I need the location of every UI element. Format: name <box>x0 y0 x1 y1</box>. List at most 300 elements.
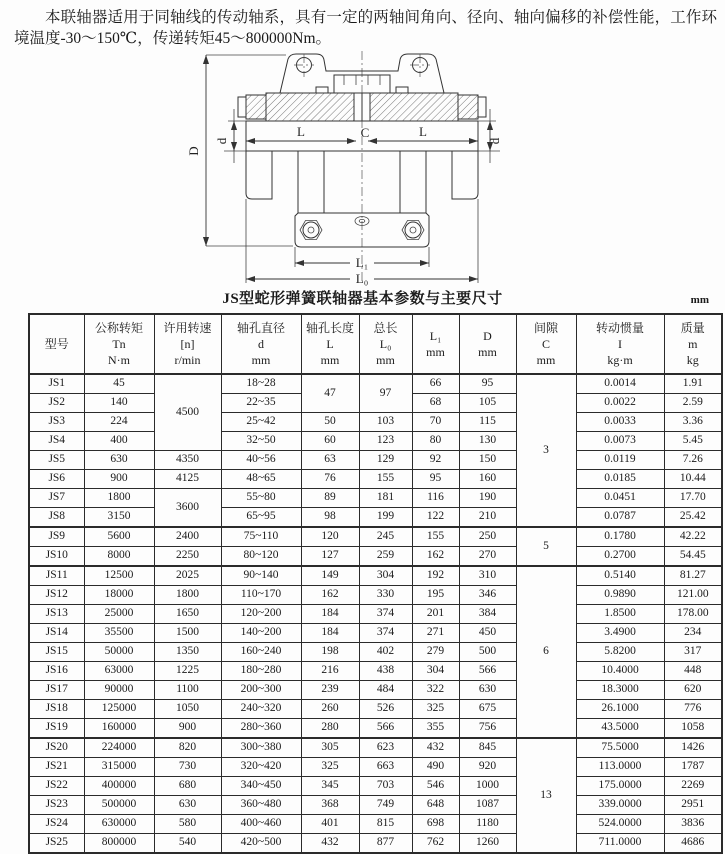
dim-label-L-left: L <box>296 123 305 139</box>
table-row <box>29 719 722 739</box>
model-cell: JS20 <box>29 738 84 758</box>
table-cell: 374 <box>359 624 412 643</box>
table-cell: 155 <box>412 527 459 547</box>
table-cell: 260 <box>301 700 359 719</box>
table-cell: 420~500 <box>221 834 301 854</box>
table-cell: 0.0119 <box>576 451 664 470</box>
table-cell: 89 <box>301 489 359 508</box>
model-cell: JS17 <box>29 681 84 700</box>
table-cell: 192 <box>412 566 459 586</box>
table-row <box>29 413 722 432</box>
table-cell: 55~80 <box>221 489 301 508</box>
table-cell: 280 <box>301 719 359 739</box>
column-header-l1: L₁ mm <box>412 314 459 374</box>
table-cell: 259 <box>359 547 412 567</box>
table-cell: 123 <box>359 432 412 451</box>
table-row <box>29 508 722 528</box>
table-row <box>29 777 722 796</box>
table-cell: 5 <box>516 527 576 566</box>
table-cell: 630 <box>459 681 516 700</box>
table-cell: 45 <box>84 374 154 394</box>
table-cell: 566 <box>459 662 516 681</box>
table-cell: 224000 <box>84 738 154 758</box>
model-cell: JS10 <box>29 547 84 567</box>
table-cell: 0.0073 <box>576 432 664 451</box>
table-cell: 400000 <box>84 777 154 796</box>
table-cell: 1000 <box>459 777 516 796</box>
table-cell: 432 <box>301 834 359 854</box>
table-row <box>29 834 722 854</box>
table-cell: 1100 <box>154 681 221 700</box>
table-title: JS型蛇形弹簧联轴器基本参数与主要尺寸 <box>222 291 503 307</box>
table-cell: 566 <box>359 719 412 739</box>
table-cell: 35500 <box>84 624 154 643</box>
table-cell: 1650 <box>154 605 221 624</box>
table-cell: 0.0014 <box>576 374 664 394</box>
table-cell: 845 <box>459 738 516 758</box>
table-row <box>29 662 722 681</box>
model-cell: JS18 <box>29 700 84 719</box>
table-cell: 680 <box>154 777 221 796</box>
table-cell: 340~450 <box>221 777 301 796</box>
table-cell: 546 <box>412 777 459 796</box>
model-cell: JS21 <box>29 758 84 777</box>
table-cell: 50000 <box>84 643 154 662</box>
table-cell: 4350 <box>154 451 221 470</box>
table-cell: 500000 <box>84 796 154 815</box>
table-row <box>29 451 722 470</box>
table-cell: 432 <box>412 738 459 758</box>
table-cell: 180~280 <box>221 662 301 681</box>
table-cell: 80~120 <box>221 547 301 567</box>
table-cell: 32~50 <box>221 432 301 451</box>
table-cell: 401 <box>301 815 359 834</box>
table-cell: 4686 <box>664 834 722 854</box>
table-cell: 711.0000 <box>576 834 664 854</box>
table-cell: 75~110 <box>221 527 301 547</box>
table-cell: 360~480 <box>221 796 301 815</box>
flange-left <box>246 95 266 119</box>
table-header <box>29 314 722 374</box>
table-cell: 116 <box>412 489 459 508</box>
table-cell: 630000 <box>84 815 154 834</box>
table-cell: 484 <box>359 681 412 700</box>
table-cell: 1350 <box>154 643 221 662</box>
table-cell: 22~35 <box>221 394 301 413</box>
table-cell: 5600 <box>84 527 154 547</box>
table-row <box>29 605 722 624</box>
table-cell: 160000 <box>84 719 154 739</box>
housing-right <box>370 93 458 121</box>
dim-label-C: C <box>360 124 369 140</box>
table-cell: 12500 <box>84 566 154 586</box>
model-cell: JS25 <box>29 834 84 854</box>
table-cell: 68 <box>412 394 459 413</box>
table-cell: 120~200 <box>221 605 301 624</box>
table-cell: 120 <box>301 527 359 547</box>
model-cell: JS22 <box>29 777 84 796</box>
dim-label-D: D <box>185 145 201 156</box>
table-cell: 25.42 <box>664 508 722 528</box>
table-cell: 400~460 <box>221 815 301 834</box>
table-cell: 103 <box>359 413 412 432</box>
table-cell: 346 <box>459 586 516 605</box>
table-cell: 42.22 <box>664 527 722 547</box>
table-row <box>29 527 722 547</box>
table-cell: 270 <box>459 547 516 567</box>
table-cell: 500 <box>459 643 516 662</box>
table-cell: 776 <box>664 700 722 719</box>
table-cell: 3.36 <box>664 413 722 432</box>
table-cell: 175.0000 <box>576 777 664 796</box>
model-cell: JS13 <box>29 605 84 624</box>
table-cell: 122 <box>412 508 459 528</box>
table-row <box>29 700 722 719</box>
table-cell: 26.1000 <box>576 700 664 719</box>
column-header-nominal-torque: 公称转矩 Tn N·m <box>84 314 154 374</box>
column-header-allowable-speed: 许用转速 [n] r/min <box>154 314 221 374</box>
table-cell: 374 <box>359 605 412 624</box>
table-cell: 2400 <box>154 527 221 547</box>
table-cell: 1.8500 <box>576 605 664 624</box>
table-cell: 95 <box>459 374 516 394</box>
table-cell: 140~200 <box>221 624 301 643</box>
table-cell: 70 <box>412 413 459 432</box>
table-cell: 50 <box>301 413 359 432</box>
table-cell: 3600 <box>154 489 221 528</box>
table-cell: 4500 <box>154 374 221 451</box>
table-row <box>29 547 722 567</box>
table-cell: 310 <box>459 566 516 586</box>
table-cell: 1180 <box>459 815 516 834</box>
table-cell: 1426 <box>664 738 722 758</box>
table-cell: 10.44 <box>664 470 722 489</box>
flange-right <box>458 95 478 119</box>
dim-label-d-right: d <box>486 137 502 144</box>
table-cell: 81.27 <box>664 566 722 586</box>
table-cell: 900 <box>84 470 154 489</box>
table-cell: 749 <box>359 796 412 815</box>
bolt-right <box>405 222 421 238</box>
model-cell: JS5 <box>29 451 84 470</box>
table-cell: 1087 <box>459 796 516 815</box>
table-cell: 620 <box>664 681 722 700</box>
table-cell: 2.59 <box>664 394 722 413</box>
table-cell: 17.70 <box>664 489 722 508</box>
table-cell: 730 <box>154 758 221 777</box>
table-cell: 18.3000 <box>576 681 664 700</box>
table-cell: 315000 <box>84 758 154 777</box>
table-cell: 279 <box>412 643 459 662</box>
table-cell: 97 <box>359 374 412 413</box>
intro-paragraph: 本联轴器适用于同轴线的传动轴系，具有一定的两轴间角向、径向、轴向偏移的补偿性能，工作环境温度-30～150℃，传递转矩45～800000Nm。 <box>14 9 717 47</box>
table-cell: 43.5000 <box>576 719 664 739</box>
table-cell: 184 <box>301 605 359 624</box>
table-cell: 98 <box>301 508 359 528</box>
table-cell: 76 <box>301 470 359 489</box>
table-cell: 125000 <box>84 700 154 719</box>
coupling-diagram <box>168 51 558 286</box>
table-cell: 322 <box>412 681 459 700</box>
table-cell: 3.4900 <box>576 624 664 643</box>
table-cell: 190 <box>459 489 516 508</box>
table-cell: 140 <box>84 394 154 413</box>
table-cell: 1800 <box>154 586 221 605</box>
table-cell: 540 <box>154 834 221 854</box>
table-cell: 10.4000 <box>576 662 664 681</box>
table-cell: 224 <box>84 413 154 432</box>
table-cell: 195 <box>412 586 459 605</box>
table-cell: 0.5140 <box>576 566 664 586</box>
table-cell: 355 <box>412 719 459 739</box>
model-cell: JS7 <box>29 489 84 508</box>
table-cell: 95 <box>412 470 459 489</box>
table-cell: 648 <box>412 796 459 815</box>
table-cell: 121.00 <box>664 586 722 605</box>
table-cell: 762 <box>412 834 459 854</box>
model-cell: JS15 <box>29 643 84 662</box>
table-cell: 3836 <box>664 815 722 834</box>
table-cell: 0.0033 <box>576 413 664 432</box>
table-cell: 580 <box>154 815 221 834</box>
table-cell: 160 <box>459 470 516 489</box>
table-cell: 1260 <box>459 834 516 854</box>
coupling-diagram-container <box>0 49 725 287</box>
column-header-inertia: 转动惯量 I kg·m <box>576 314 664 374</box>
table-cell: 325 <box>301 758 359 777</box>
table-cell: 239 <box>301 681 359 700</box>
table-cell: 0.0185 <box>576 470 664 489</box>
table-header-row <box>29 314 722 374</box>
table-cell: 448 <box>664 662 722 681</box>
table-cell: 160~240 <box>221 643 301 662</box>
table-cell: 8000 <box>84 547 154 567</box>
table-cell: 675 <box>459 700 516 719</box>
column-header-model: 型号 <box>29 314 84 374</box>
table-cell: 245 <box>359 527 412 547</box>
table-cell: 703 <box>359 777 412 796</box>
table-title-row <box>0 287 725 313</box>
table-cell: 1.91 <box>664 374 722 394</box>
table-cell: 2025 <box>154 566 221 586</box>
table-cell: 345 <box>301 777 359 796</box>
table-row <box>29 643 722 662</box>
table-cell: 325 <box>412 700 459 719</box>
table-cell: 181 <box>359 489 412 508</box>
table-cell: 623 <box>359 738 412 758</box>
table-cell: 304 <box>412 662 459 681</box>
table-cell: 184 <box>301 624 359 643</box>
table-cell: 2951 <box>664 796 722 815</box>
table-cell: 0.0022 <box>576 394 664 413</box>
table-cell: 304 <box>359 566 412 586</box>
table-cell: 90~140 <box>221 566 301 586</box>
table-row <box>29 489 722 508</box>
table-cell: 756 <box>459 719 516 739</box>
table-cell: 450 <box>459 624 516 643</box>
table-row <box>29 624 722 643</box>
table-cell: 127 <box>301 547 359 567</box>
table-cell: 130 <box>459 432 516 451</box>
table-cell: 113.0000 <box>576 758 664 777</box>
dim-label-L1: L₁ <box>355 254 368 270</box>
column-header-bore-length: 轴孔长度 L mm <box>301 314 359 374</box>
model-cell: JS16 <box>29 662 84 681</box>
table-cell: 162 <box>412 547 459 567</box>
table-cell: 0.2700 <box>576 547 664 567</box>
table-cell: 7.26 <box>664 451 722 470</box>
table-cell: 4125 <box>154 470 221 489</box>
table-body <box>29 374 722 853</box>
table-cell: 25~42 <box>221 413 301 432</box>
table-cell: 402 <box>359 643 412 662</box>
table-cell: 40~56 <box>221 451 301 470</box>
model-cell: JS19 <box>29 719 84 739</box>
table-cell: 129 <box>359 451 412 470</box>
table-cell: 2269 <box>664 777 722 796</box>
table-cell: 0.0451 <box>576 489 664 508</box>
table-cell: 250 <box>459 527 516 547</box>
table-cell: 200~300 <box>221 681 301 700</box>
table-cell: 18000 <box>84 586 154 605</box>
table-row <box>29 566 722 586</box>
table-cell: 630 <box>154 796 221 815</box>
table-cell: 1787 <box>664 758 722 777</box>
model-cell: JS4 <box>29 432 84 451</box>
table-cell: 339.0000 <box>576 796 664 815</box>
table-cell: 25000 <box>84 605 154 624</box>
table-cell: 3150 <box>84 508 154 528</box>
table-cell: 90000 <box>84 681 154 700</box>
table-cell: 320~420 <box>221 758 301 777</box>
table-cell: 820 <box>154 738 221 758</box>
table-row <box>29 374 722 394</box>
table-cell: 1500 <box>154 624 221 643</box>
model-cell: JS8 <box>29 508 84 528</box>
table-cell: 800000 <box>84 834 154 854</box>
table-cell: 400 <box>84 432 154 451</box>
table-cell: 317 <box>664 643 722 662</box>
table-row <box>29 738 722 758</box>
table-cell: 66 <box>412 374 459 394</box>
table-cell: 199 <box>359 508 412 528</box>
table-cell: 92 <box>412 451 459 470</box>
table-cell: 105 <box>459 394 516 413</box>
model-cell: JS3 <box>29 413 84 432</box>
unit-note: mm <box>690 294 709 306</box>
table-row <box>29 815 722 834</box>
table-row <box>29 586 722 605</box>
model-cell: JS9 <box>29 527 84 547</box>
table-cell: 201 <box>412 605 459 624</box>
table-cell: 490 <box>412 758 459 777</box>
table-cell: 63000 <box>84 662 154 681</box>
table-cell: 330 <box>359 586 412 605</box>
table-cell: 110~170 <box>221 586 301 605</box>
table-row <box>29 796 722 815</box>
table-cell: 210 <box>459 508 516 528</box>
table-cell: 305 <box>301 738 359 758</box>
model-cell: JS24 <box>29 815 84 834</box>
table-cell: 900 <box>154 719 221 739</box>
table-cell: 280~360 <box>221 719 301 739</box>
table-cell: 368 <box>301 796 359 815</box>
table-cell: 80 <box>412 432 459 451</box>
model-cell: JS14 <box>29 624 84 643</box>
parameters-table <box>28 313 723 854</box>
table-cell: 63 <box>301 451 359 470</box>
housing-left <box>266 93 354 121</box>
table-cell: 178.00 <box>664 605 722 624</box>
table-cell: 815 <box>359 815 412 834</box>
table-cell: 6 <box>516 566 576 738</box>
table-cell: 438 <box>359 662 412 681</box>
column-header-bore-diameter: 轴孔直径 d mm <box>221 314 301 374</box>
table-cell: 526 <box>359 700 412 719</box>
table-cell: 47 <box>301 374 359 413</box>
dim-label-L-right: L <box>418 123 427 139</box>
table-cell: 0.0787 <box>576 508 664 528</box>
table-cell: 5.45 <box>664 432 722 451</box>
table-cell: 877 <box>359 834 412 854</box>
table-row <box>29 470 722 489</box>
table-cell: 1058 <box>664 719 722 739</box>
model-cell: JS23 <box>29 796 84 815</box>
table-cell: 1050 <box>154 700 221 719</box>
table-cell: 198 <box>301 643 359 662</box>
table-row <box>29 758 722 777</box>
table-cell: 271 <box>412 624 459 643</box>
column-header-mass: 质量 m kg <box>664 314 722 374</box>
table-cell: 65~95 <box>221 508 301 528</box>
model-cell: JS11 <box>29 566 84 586</box>
table-cell: 2250 <box>154 547 221 567</box>
dim-label-L0: L₀ <box>355 270 368 286</box>
table-cell: 155 <box>359 470 412 489</box>
table-row <box>29 432 722 451</box>
table-cell: 149 <box>301 566 359 586</box>
table-cell: 0.1780 <box>576 527 664 547</box>
table-cell: 240~320 <box>221 700 301 719</box>
table-cell: 698 <box>412 815 459 834</box>
table-cell: 524.0000 <box>576 815 664 834</box>
table-cell: 48~65 <box>221 470 301 489</box>
bolt-left <box>303 222 319 238</box>
table-cell: 13 <box>516 738 576 853</box>
model-cell: JS12 <box>29 586 84 605</box>
model-cell: JS2 <box>29 394 84 413</box>
table-cell: 3 <box>516 374 576 527</box>
table-cell: 18~28 <box>221 374 301 394</box>
dim-label-d-left: d <box>213 137 229 144</box>
table-cell: 162 <box>301 586 359 605</box>
table-cell: 384 <box>459 605 516 624</box>
table-cell: 234 <box>664 624 722 643</box>
table-cell: 54.45 <box>664 547 722 567</box>
table-cell: 1225 <box>154 662 221 681</box>
table-cell: 630 <box>84 451 154 470</box>
column-header-total-length: 总长 L₀ mm <box>359 314 412 374</box>
table-cell: 60 <box>301 432 359 451</box>
table-cell: 663 <box>359 758 412 777</box>
column-header-gap-c: 间隙 C mm <box>516 314 576 374</box>
table-cell: 0.9890 <box>576 586 664 605</box>
column-header-D: D mm <box>459 314 516 374</box>
model-cell: JS6 <box>29 470 84 489</box>
model-cell: JS1 <box>29 374 84 394</box>
table-cell: 920 <box>459 758 516 777</box>
table-cell: 75.5000 <box>576 738 664 758</box>
